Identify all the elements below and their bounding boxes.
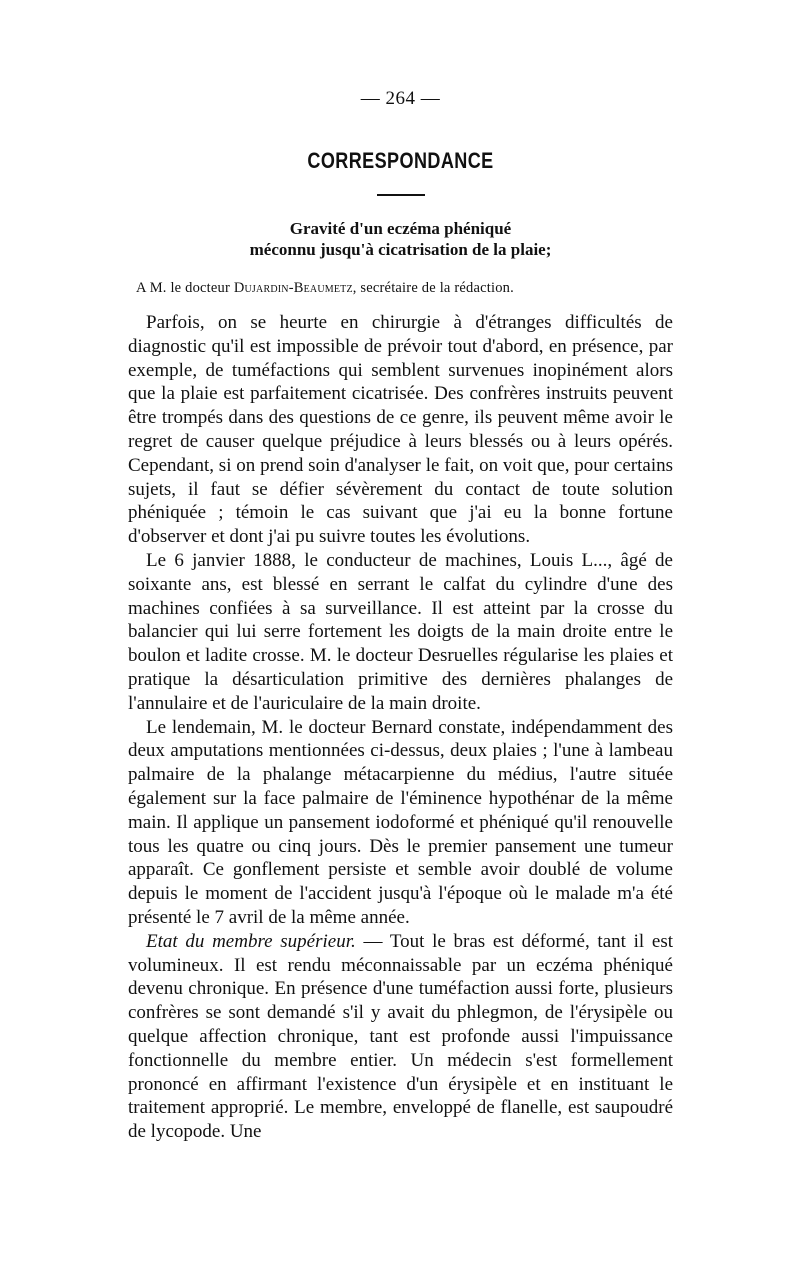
article-title — [128, 218, 673, 260]
addressee-prefix: A M. le docteur — [136, 280, 234, 296]
page-number: — 264 — — [360, 88, 441, 109]
paragraph-3: Le lendemain, M. le docteur Bernard constate, indépendamment des deux amputations mentionnées ci-dessus, deux plaies ; l'une à lambeau palmaire de la phalange métacarpienne du médius, l'autre située également sur la face palmaire de l'éminence hypothénar de la même main. Il applique un pansement iodoformé et phéniqué qu'il renouvelle tous les quatre ou cinq jours. Dès le premier pansement une tumeur apparaît. Ce gonflement persiste et semble avoir doublé de volume depuis le moment de l'accident jusqu'à l'époque où le malade m'a été présenté le 7 avril de la même année. — [128, 716, 673, 928]
paragraph-4-text: — Tout le bras est déformé, tant il est volumineux. Il est rendu méconnaissable par un eczéma phéniqué devenu chronique. En présence d'une tuméfaction aussi forte, plusieurs confrères se sont demandé s'il y avait du phlegmon, de l'érysipèle ou quelque affection chronique, tant est profonde aussi l'impuissance fonctionnelle du membre entier. Un médecin s'est formellement prononcé en affirmant l'existence d'un érysipèle et en instituant le traitement approprié. Le membre, enveloppé de flanelle, est saupoudré de lycopode. Une — [128, 930, 673, 1143]
paragraph-4-lead: Etat du membre supérieur. — [146, 930, 356, 952]
paragraph-2: Le 6 janvier 1888, le conducteur de machines, Louis L..., âgé de soixante ans, est blessé en serrant le calfat du cylindre d'une des machines confiées à sa surveillance. Il est atteint par la crosse du balancier qui lui serre fortement les doigts de la main droite entre le boulon et ladite crosse. M. le docteur Desruelles régularise les plaies et pratique la désarticulation primitive des dernières phalanges de l'annulaire et de l'auriculaire de la main droite. — [128, 549, 673, 714]
paragraph-4 — [128, 930, 673, 1144]
addressee-line — [136, 280, 673, 297]
paragraph-1: Parfois, on se heurte en chirurgie à d'étranges difficultés de diagnostic qu'il est impossible de prévoir tout d'abord, en présence, par exemple, de tuméfactions qui semblent survenues inopinément alors que la plaie est parfaitement cicatrisée. Des confrères instruits peuvent être trompés dans des questions de ce genre, ils peuvent même avoir le regret de causer quelque préjudice à leurs blessés ou à leurs opérés. Cependant, si on prend soin d'analyser le fait, on voit que, pour certains sujets, il faut se défier sévèrement du contact de toute solution phéniquée ; témoin le cas suivant que j'ai eu la bonne fortune d'observer et dont j'ai pu suivre toutes les évolutions. — [128, 312, 673, 548]
letter-body — [128, 311, 673, 1144]
article-title-line-2: méconnu jusqu'à cicatrisation de la plaie; — [249, 240, 552, 259]
addressee-name: Dujardin-Beaumetz — [233, 280, 353, 296]
title-divider — [377, 194, 425, 196]
article-title-line-1: Gravité d'un eczéma phéniqué — [289, 219, 512, 238]
addressee-suffix: , secrétaire de la rédaction. — [352, 280, 514, 296]
section-title: CORRESPONDANCE — [307, 148, 494, 173]
document-page — [128, 88, 673, 1144]
